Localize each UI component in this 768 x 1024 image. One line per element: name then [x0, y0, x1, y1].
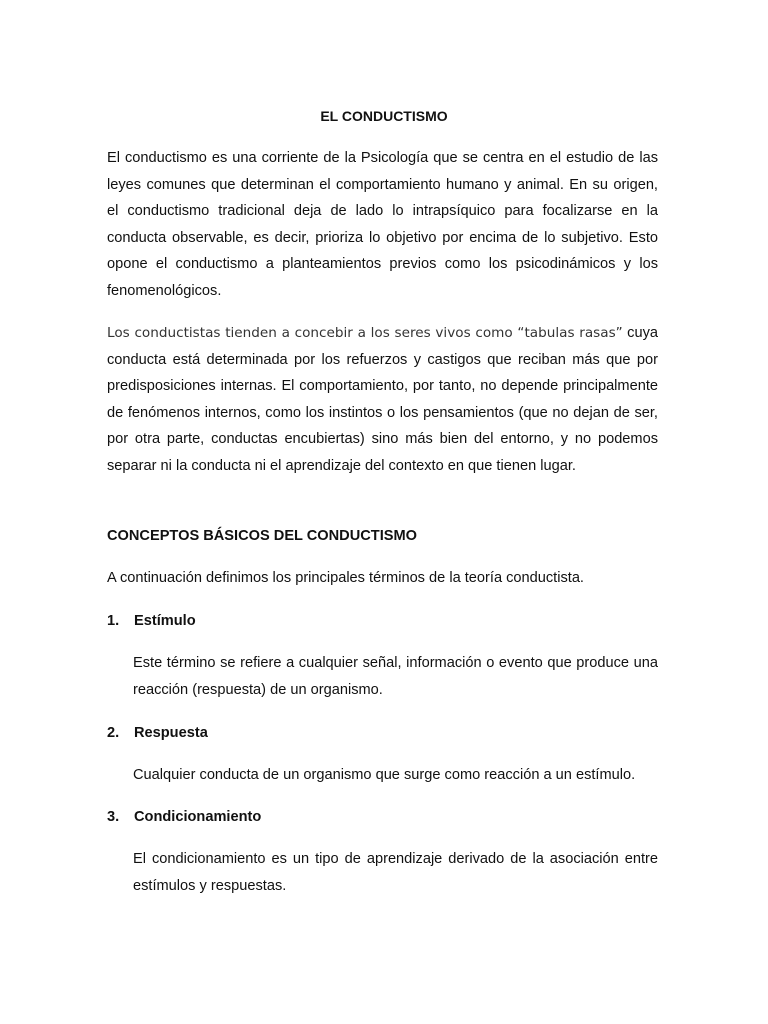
document-title: EL CONDUCTISMO — [320, 108, 448, 124]
paragraph-conductistas-rest: cuya conducta está determinada por los refuerzos y castigos que reciban más que por predisposiciones internas. El comportamiento, por tanto, no depende principalmente de fenómenos internos, como los instintos o los pensamientos (que no dejan de ser, por otra parte, conductas encubiertas) sino más bien del entorno, y no podemos separar ni la conducta ni el aprendizaje del contexto en que tienen lugar. — [107, 325, 658, 474]
list-item-number: 1. — [107, 613, 120, 629]
section-heading: CONCEPTOS BÁSICOS DEL CONDUCTISMO — [107, 528, 418, 544]
list-item-title: Respuesta — [134, 725, 208, 741]
paragraph-conductistas-first-line: Los conductistas tienden a concebir a los seres vivos como “tabulas rasas” — [107, 325, 623, 341]
list-item-heading — [107, 807, 261, 827]
list-item-body: El condicionamiento es un tipo de aprendizaje derivado de la asociación entre estímulos y respuestas. — [133, 851, 658, 894]
list-item-title: Condicionamiento — [134, 809, 262, 825]
list-item-number: 2. — [107, 725, 120, 741]
paragraph-conductistas — [107, 320, 658, 480]
list-item-body: Este término se refiere a cualquier señal, información o evento que produce una reacción (respuesta) de un organismo. — [133, 655, 658, 698]
list-item-heading — [107, 611, 196, 631]
list-item-heading — [107, 723, 208, 743]
list-item-body: Cualquier conducta de un organismo que surge como reacción a un estímulo. — [133, 767, 636, 783]
list-item-title: Estímulo — [134, 613, 196, 629]
list-item-number: 3. — [107, 809, 120, 825]
paragraph-intro: El conductismo es una corriente de la Psicología que se centra en el estudio de las leyes comunes que determinan el comportamiento humano y animal. En su origen, el conductismo tradicional deja de lado lo intrapsíquico para focalizarse en la conducta observable, es decir, prioriza lo objetivo por encima de lo subjetivo. Esto opone el conductismo a planteamientos previos como los psicodinámicos y los fenomenológicos. — [107, 150, 658, 299]
section-intro: A continuación definimos los principales términos de la teoría conductista. — [107, 570, 584, 586]
